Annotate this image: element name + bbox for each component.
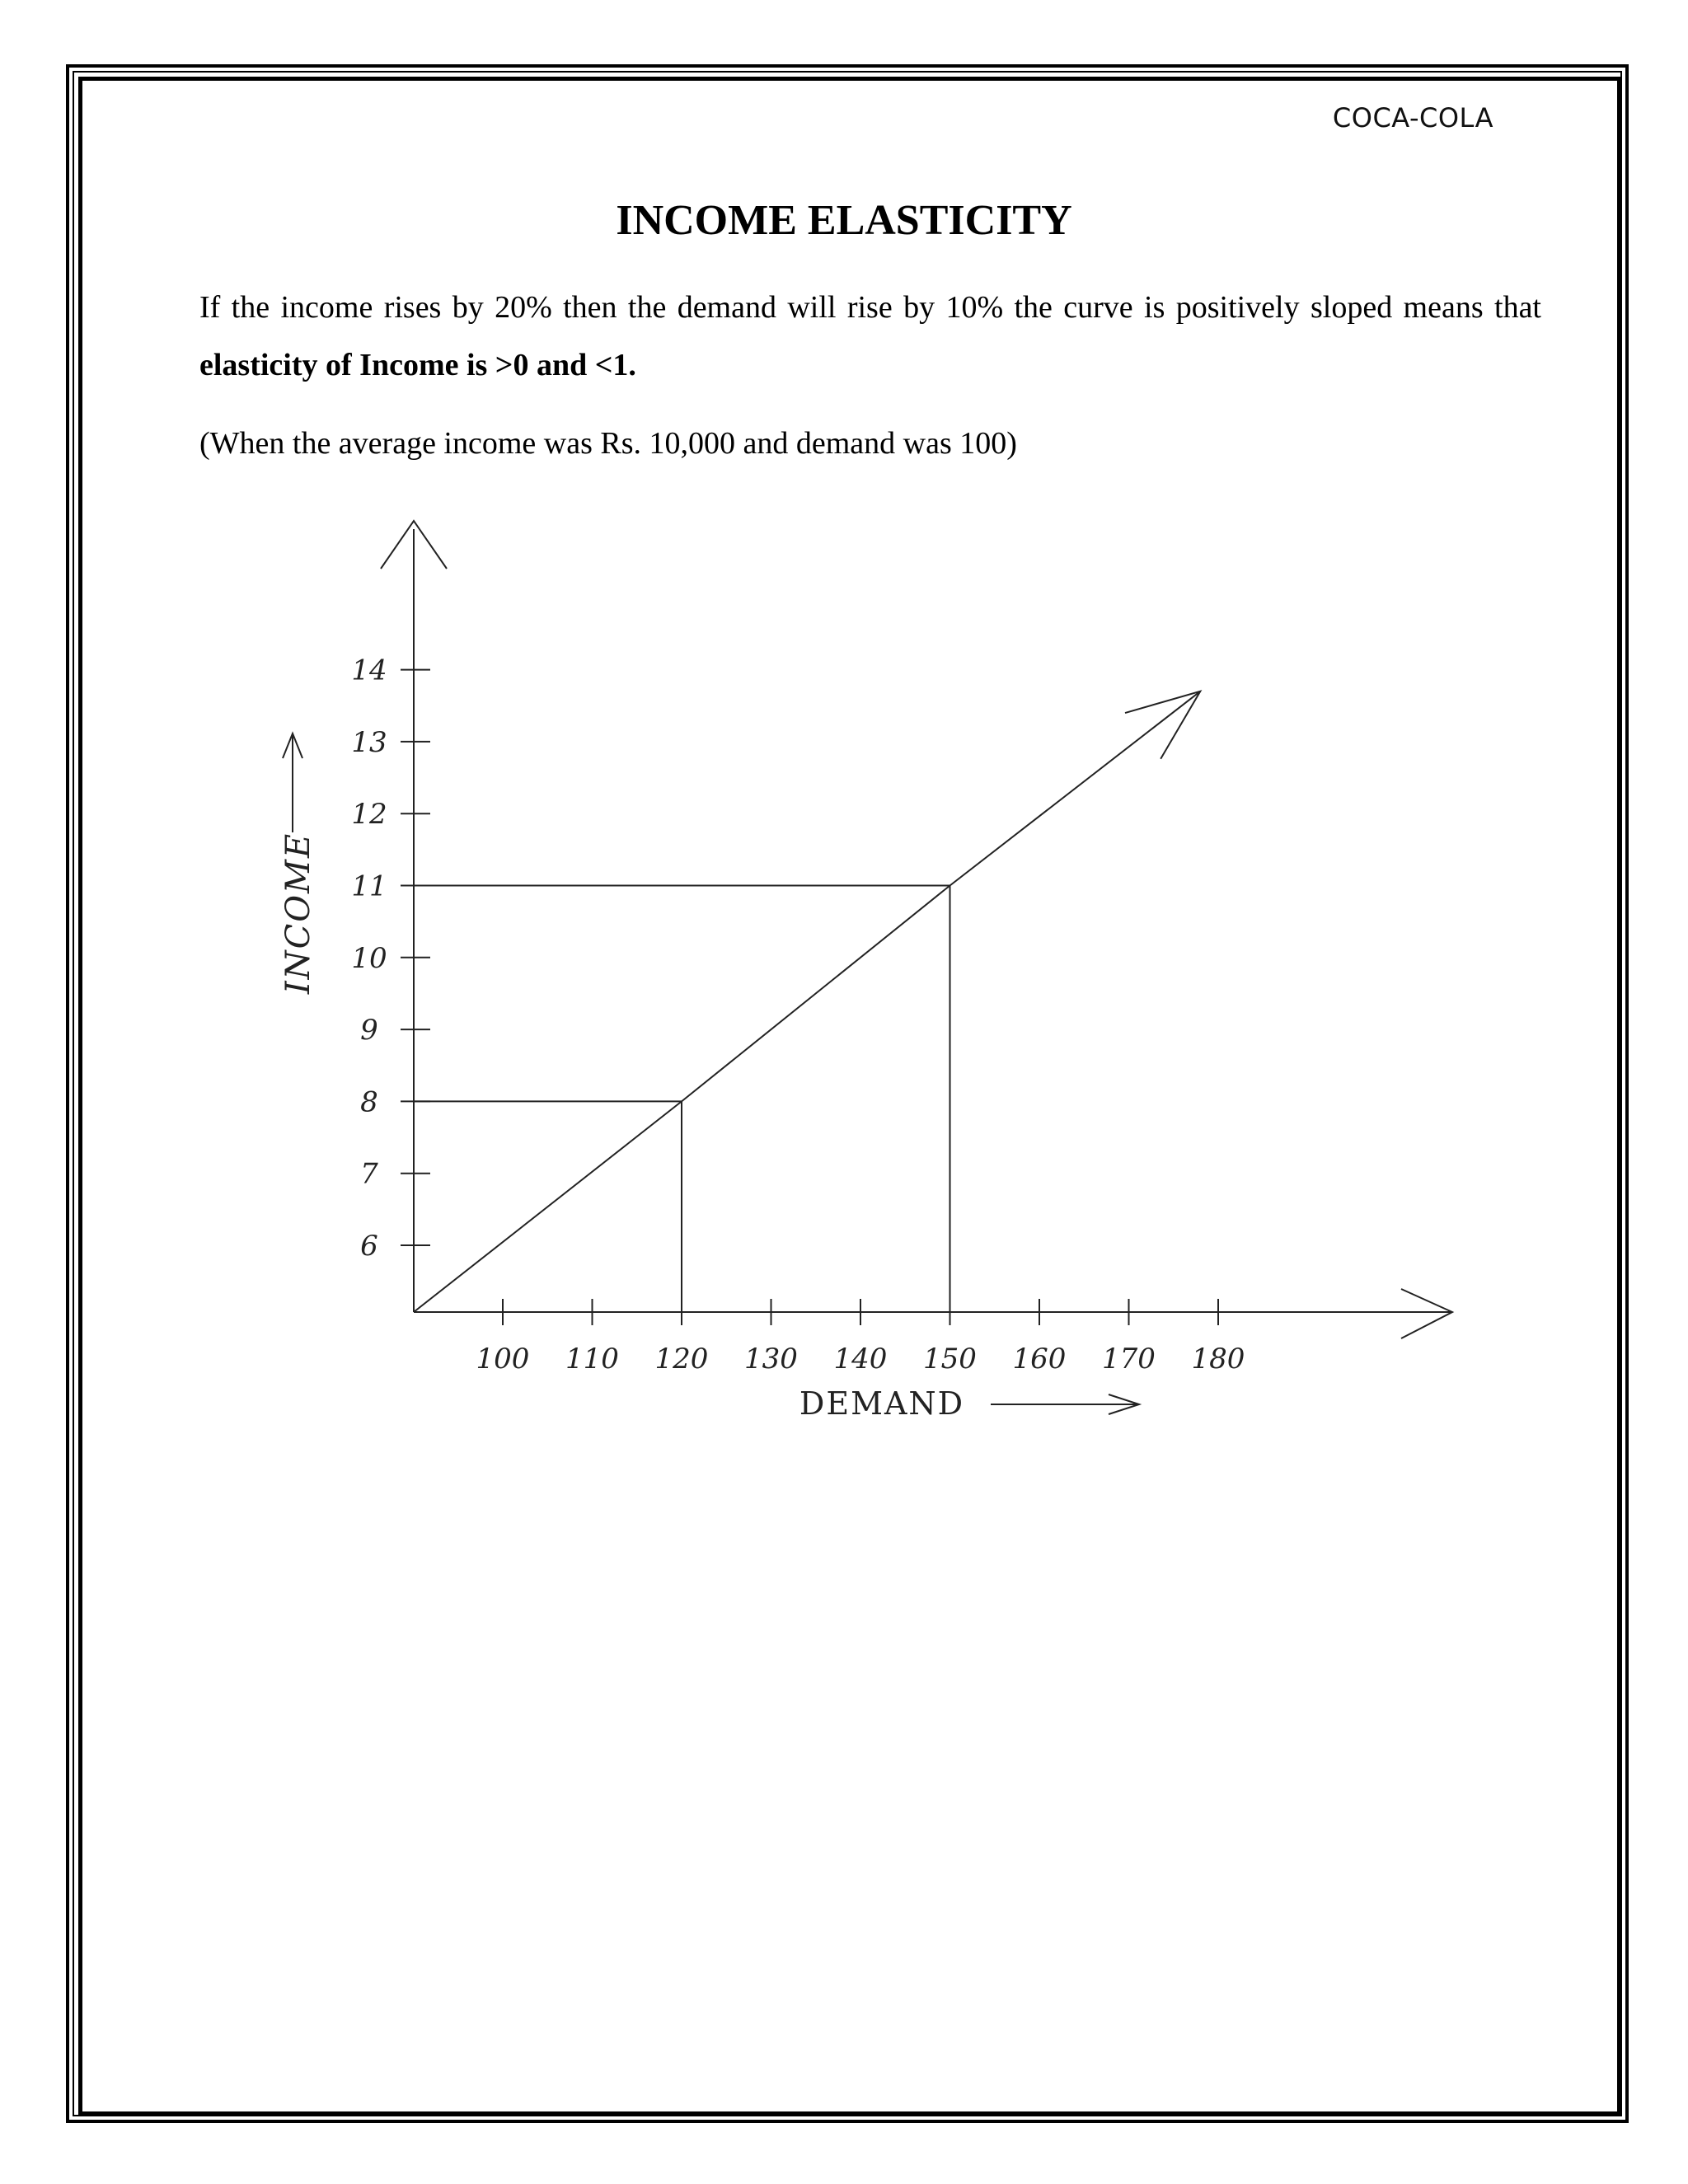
header-brand: COCA-COLA [1332, 102, 1493, 134]
paragraph-bold-text: elasticity of Income is >0 and <1. [199, 348, 636, 382]
y-axis-label: INCOME [279, 832, 317, 995]
x-tick-label-180: 180 [1191, 1343, 1245, 1376]
y-tick-label-11: 11 [351, 869, 387, 903]
paragraph-text: If the income rises by 20% then the demand will rise by 10% the curve is positively sloped means that [199, 290, 1541, 325]
income-demand-line-arrowhead [1125, 691, 1200, 759]
x-axis-label: DEMAND [799, 1385, 965, 1422]
x-tick-label-130: 130 [744, 1343, 798, 1376]
page-title: INCOME ELASTICITY [616, 197, 1072, 244]
y-tick-label-13: 13 [351, 725, 387, 759]
x-tick-label-140: 140 [833, 1343, 888, 1376]
y-tick-label-7: 7 [360, 1157, 378, 1191]
x-tick-label-160: 160 [1012, 1343, 1067, 1376]
x-tick-label-150: 150 [923, 1343, 977, 1376]
y-tick-label-8: 8 [360, 1085, 378, 1119]
x-tick-label-100: 100 [476, 1343, 530, 1376]
y-tick-label-14: 14 [351, 654, 387, 687]
x-tick-label-170: 170 [1102, 1343, 1156, 1376]
note-paragraph: (When the average income was Rs. 10,000 and demand was 100) [199, 426, 1017, 461]
y-tick-label-9: 9 [360, 1014, 378, 1047]
x-tick-label-110: 110 [565, 1343, 619, 1376]
y-tick-label-12: 12 [351, 798, 387, 832]
y-tick-label-10: 10 [351, 941, 387, 975]
x-tick-label-120: 120 [654, 1343, 709, 1376]
income-demand-line [414, 691, 1200, 1312]
y-tick-label-6: 6 [360, 1230, 378, 1263]
x-axis-arrowhead [1401, 1289, 1452, 1338]
